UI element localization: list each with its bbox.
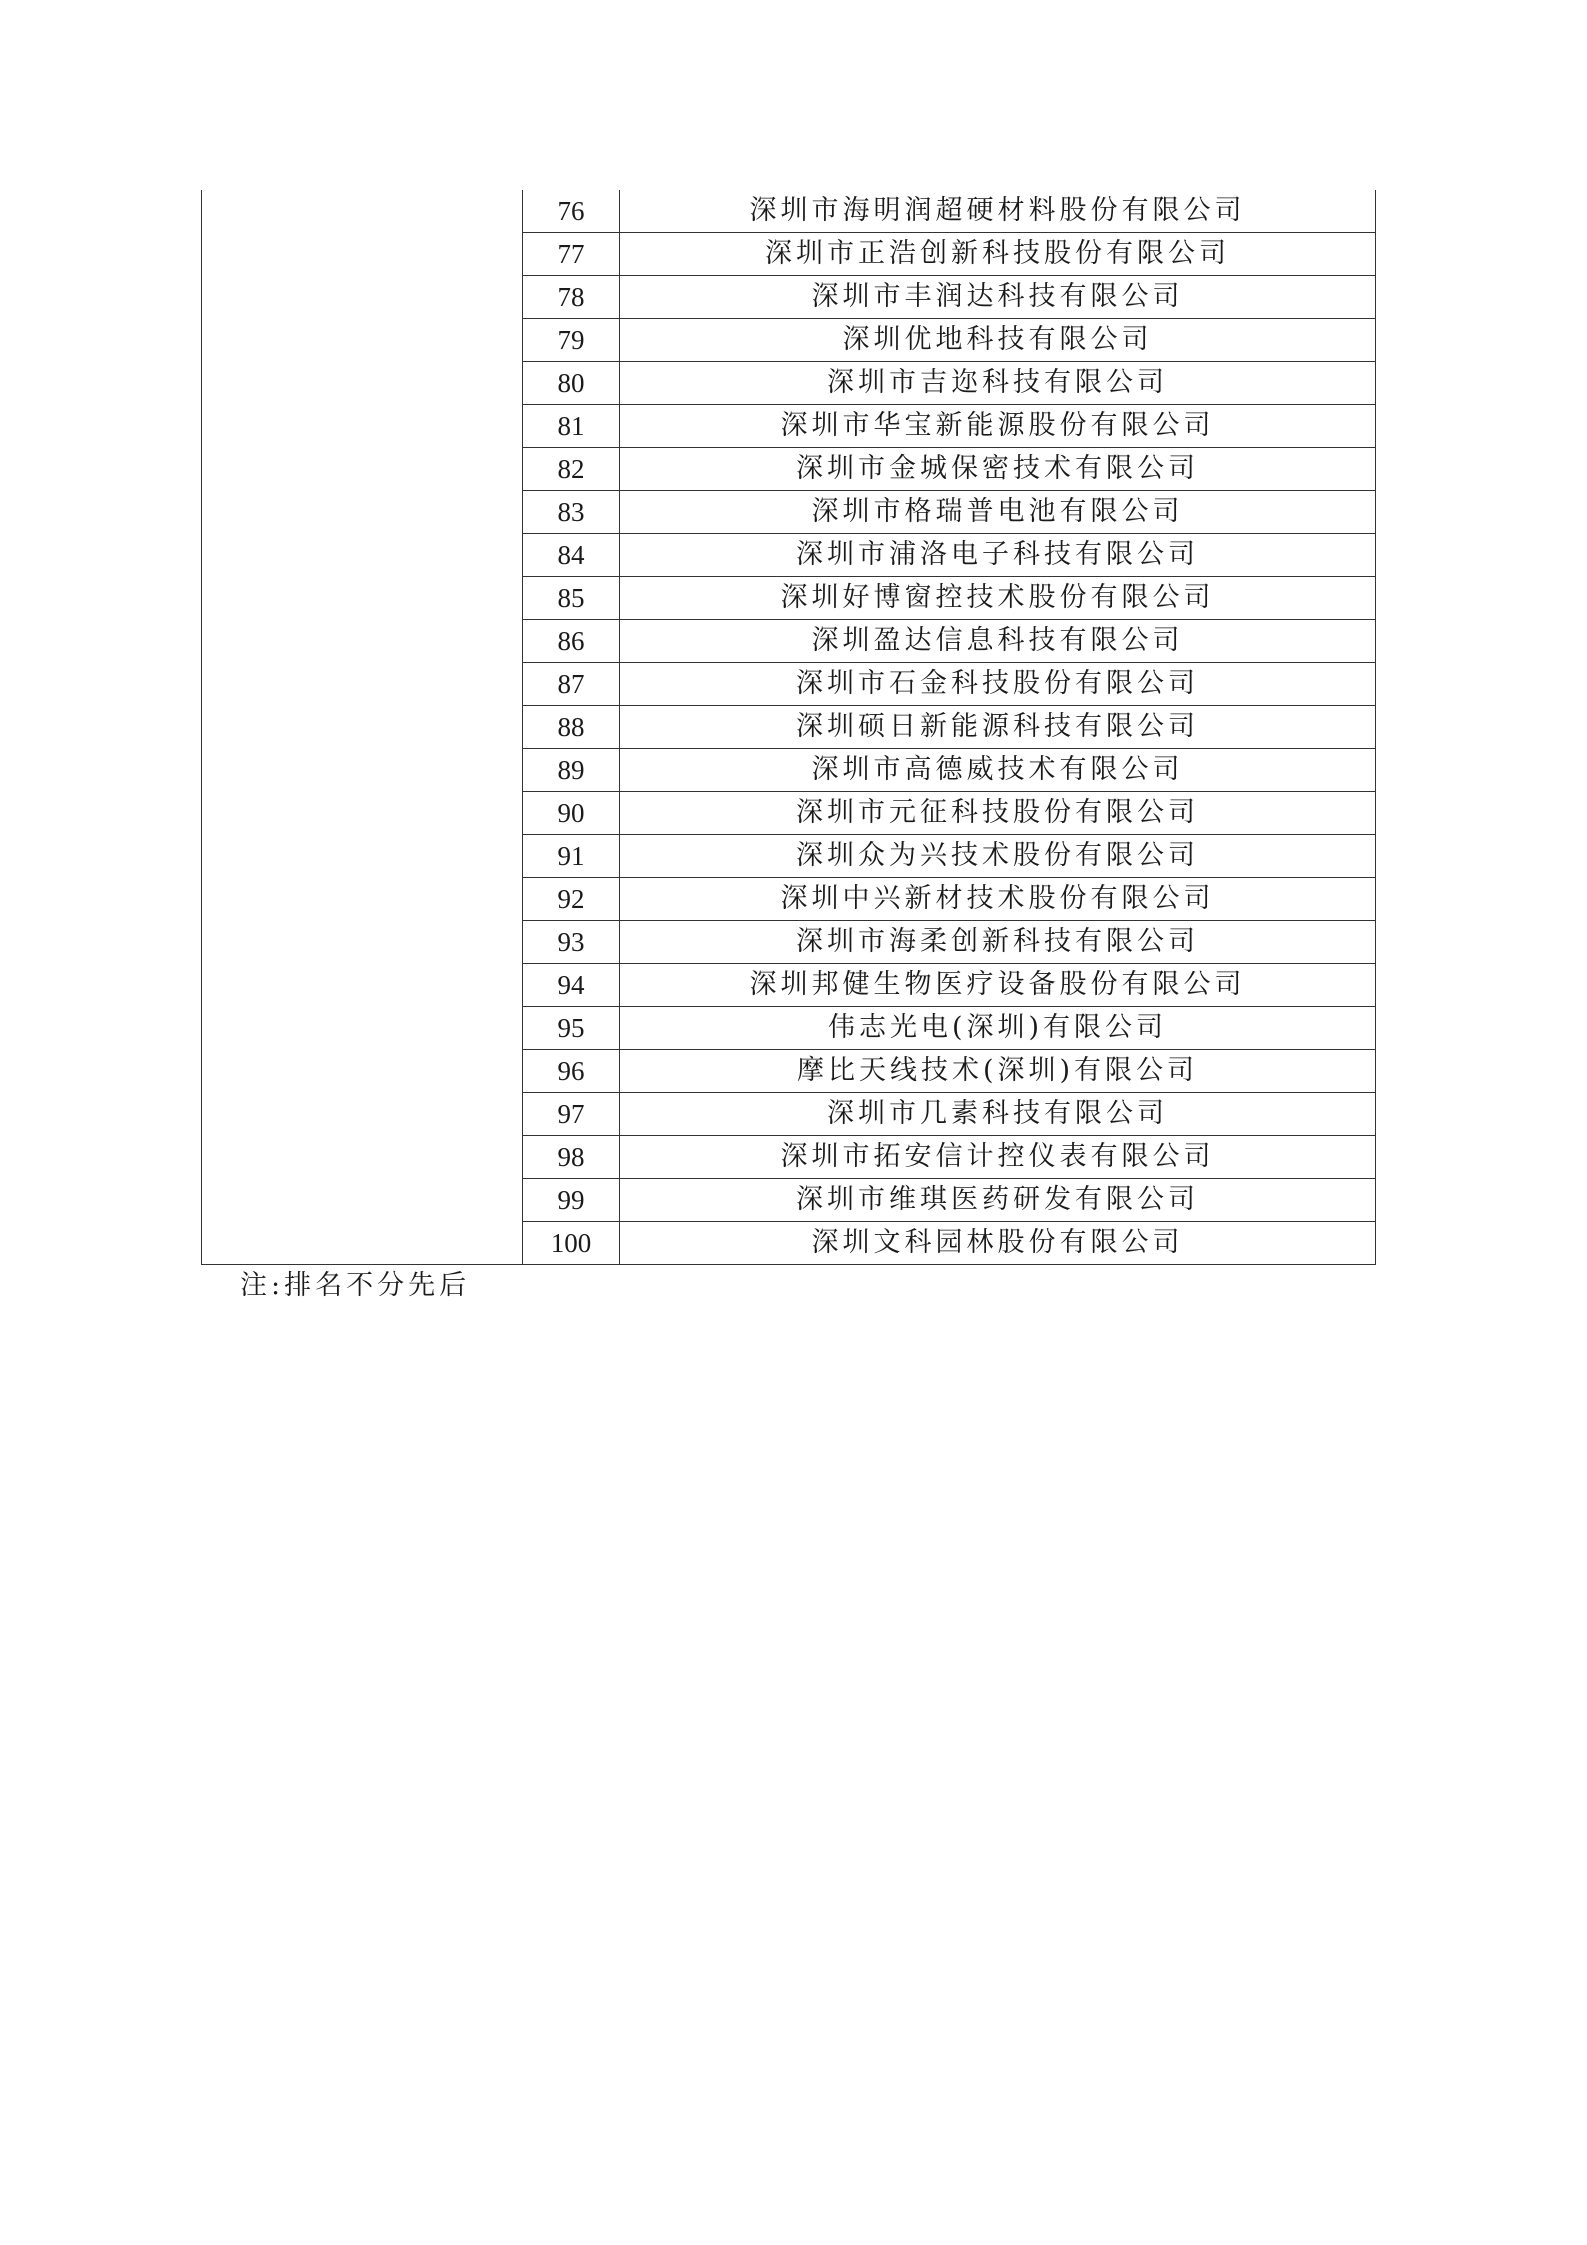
- company-name: 深圳市丰润达科技有限公司: [620, 276, 1376, 319]
- company-name: 深圳优地科技有限公司: [620, 319, 1376, 362]
- row-number: 79: [523, 319, 620, 362]
- company-name: 深圳市元征科技股份有限公司: [620, 792, 1376, 835]
- row-number: 77: [523, 233, 620, 276]
- row-number: 81: [523, 405, 620, 448]
- company-name: 深圳市华宝新能源股份有限公司: [620, 405, 1376, 448]
- company-name: 深圳市高德威技术有限公司: [620, 749, 1376, 792]
- company-name: 深圳众为兴技术股份有限公司: [620, 835, 1376, 878]
- company-name: 深圳市格瑞普电池有限公司: [620, 491, 1376, 534]
- company-name: 深圳市维琪医药研发有限公司: [620, 1179, 1376, 1222]
- row-number: 99: [523, 1179, 620, 1222]
- company-name: 深圳市拓安信计控仪表有限公司: [620, 1136, 1376, 1179]
- row-number: 87: [523, 663, 620, 706]
- table-row: [202, 190, 1376, 233]
- row-number: 98: [523, 1136, 620, 1179]
- row-number: 88: [523, 706, 620, 749]
- category-cell: [202, 190, 523, 1265]
- company-name: 深圳硕日新能源科技有限公司: [620, 706, 1376, 749]
- row-number: 91: [523, 835, 620, 878]
- row-number: 84: [523, 534, 620, 577]
- company-name: 深圳文科园林股份有限公司: [620, 1222, 1376, 1265]
- company-name: 深圳市金城保密技术有限公司: [620, 448, 1376, 491]
- company-name: 深圳市吉迩科技有限公司: [620, 362, 1376, 405]
- company-name: 深圳市海明润超硬材料股份有限公司: [620, 190, 1376, 233]
- company-name: 深圳市石金科技股份有限公司: [620, 663, 1376, 706]
- row-number: 92: [523, 878, 620, 921]
- row-number: 80: [523, 362, 620, 405]
- row-number: 94: [523, 964, 620, 1007]
- company-name: 伟志光电(深圳)有限公司: [620, 1007, 1376, 1050]
- row-number: 78: [523, 276, 620, 319]
- company-name: 深圳好博窗控技术股份有限公司: [620, 577, 1376, 620]
- table-body: [202, 190, 1376, 1265]
- row-number: 100: [523, 1222, 620, 1265]
- company-name: 摩比天线技术(深圳)有限公司: [620, 1050, 1376, 1093]
- company-name: 深圳市海柔创新科技有限公司: [620, 921, 1376, 964]
- company-name: 深圳市浦洛电子科技有限公司: [620, 534, 1376, 577]
- row-number: 76: [523, 190, 620, 233]
- row-number: 97: [523, 1093, 620, 1136]
- company-name: 深圳市正浩创新科技股份有限公司: [620, 233, 1376, 276]
- company-list-table: [201, 190, 1376, 1265]
- company-name: 深圳市几素科技有限公司: [620, 1093, 1376, 1136]
- row-number: 85: [523, 577, 620, 620]
- footnote: 注:排名不分先后: [240, 1270, 471, 1301]
- row-number: 86: [523, 620, 620, 663]
- row-number: 82: [523, 448, 620, 491]
- row-number: 95: [523, 1007, 620, 1050]
- company-name: 深圳中兴新材技术股份有限公司: [620, 878, 1376, 921]
- company-list-table-container: [201, 190, 1375, 1265]
- company-name: 深圳盈达信息科技有限公司: [620, 620, 1376, 663]
- row-number: 83: [523, 491, 620, 534]
- row-number: 96: [523, 1050, 620, 1093]
- row-number: 90: [523, 792, 620, 835]
- row-number: 89: [523, 749, 620, 792]
- company-name: 深圳邦健生物医疗设备股份有限公司: [620, 964, 1376, 1007]
- row-number: 93: [523, 921, 620, 964]
